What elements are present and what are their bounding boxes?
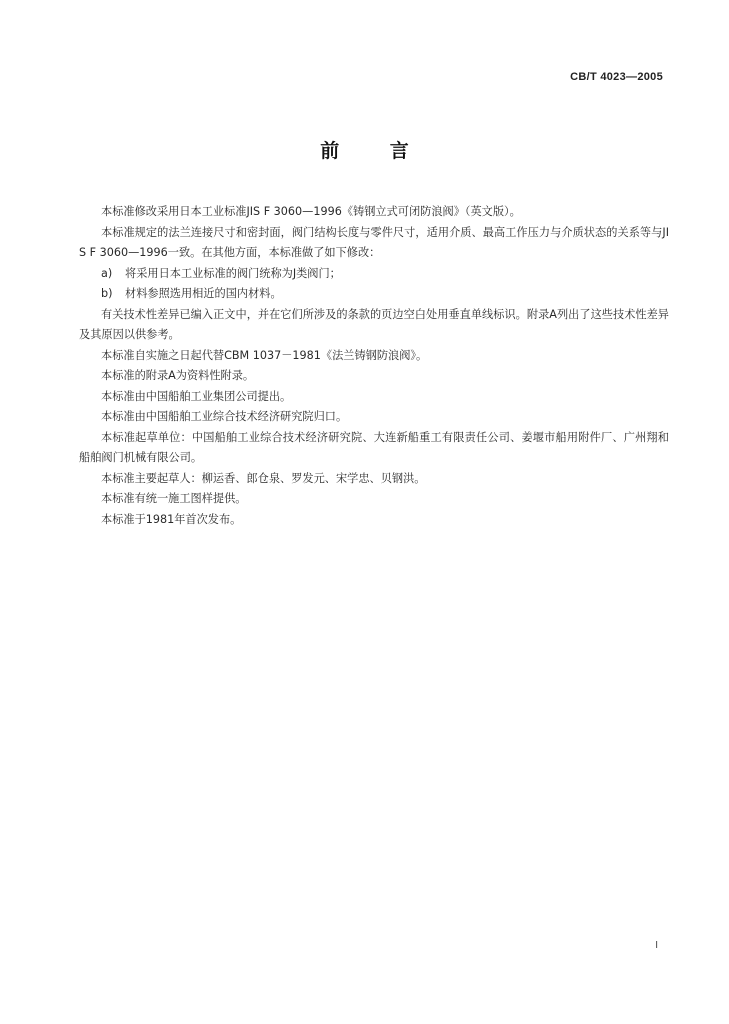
paragraph-replaces: 本标准自实施之日起代替CBM 1037－1981《法兰铸钢防浪阀》。 bbox=[101, 348, 428, 362]
paragraph-managed-by: 本标准由中国船舶工业综合技术经济研究院归口。 bbox=[101, 410, 348, 423]
paragraph-drafting-units: 本标准起草单位：中国船舶工业综合技术经济研究院、大连新船重工有限责任公司、姜堰市船用附件厂、广州翔和船舶阀门机械有限公司。 bbox=[79, 430, 669, 464]
list-item bbox=[79, 264, 669, 285]
paragraph-first-issued: 本标准于1981年首次发布。 bbox=[101, 512, 242, 526]
paragraph-adoption: 本标准修改采用日本工业标准JIS F 3060—1996《铸钢立式可闭防浪阀》（英文版）。 bbox=[101, 205, 521, 218]
list-marker: a) bbox=[101, 266, 113, 280]
paragraph-drawings: 本标准有统一施工图样提供。 bbox=[101, 492, 247, 505]
list-item bbox=[79, 284, 669, 305]
paragraph-differences: 有关技术性差异已编入正文中，并在它们所涉及的条款的页边空白处用垂直单线标识。附录A列出了这些技术性差异及其原因以供参考。 bbox=[79, 307, 669, 341]
paragraph-proposed-by: 本标准由中国船舶工业集团公司提出。 bbox=[101, 389, 292, 403]
page-number: I bbox=[655, 940, 658, 951]
page-title: 前 言 bbox=[320, 140, 431, 162]
document-body bbox=[79, 202, 669, 530]
paragraph-drafters: 本标准主要起草人：柳运香、郎仓泉、罗发元、宋学忠、贝钢洪。 bbox=[101, 471, 426, 485]
standard-code: CB/T 4023—2005 bbox=[570, 71, 663, 83]
list-item-text: 将采用日本工业标准的阀门统称为J类阀门； bbox=[125, 266, 341, 280]
list-item-text: 材料参照选用相近的国内材料。 bbox=[125, 287, 282, 300]
list-marker: b) bbox=[101, 287, 113, 300]
paragraph-annex: 本标准的附录A为资料性附录。 bbox=[101, 369, 255, 382]
paragraph-scope: 本标准规定的法兰连接尺寸和密封面，阀门结构长度与零件尺寸，适用介质、最高工作压力与介质状态的关系等与JIS F 3060—1996一致。在其他方面，本标准做了如下修改： bbox=[79, 225, 669, 259]
